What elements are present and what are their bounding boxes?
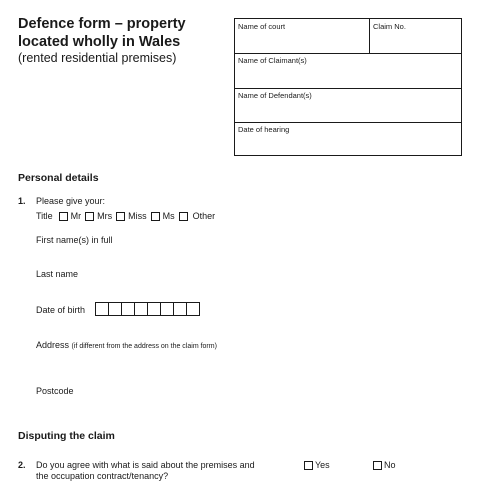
address-note: (if different from the address on the claim form)	[71, 343, 217, 350]
form-title-line-2: located wholly in Wales	[18, 34, 181, 50]
title-option-label: Mrs	[97, 211, 113, 221]
last-name-label: Last name	[36, 269, 79, 279]
checkbox[interactable]	[59, 212, 68, 221]
claimants-field[interactable]	[235, 53, 462, 88]
claim-no-field[interactable]	[370, 19, 462, 53]
form-title-line-1: Defence form – property	[18, 16, 186, 32]
postcode-label: Postcode	[36, 386, 74, 396]
title-option-label: Mr	[70, 211, 82, 221]
question-2-number: 2.	[18, 460, 26, 470]
title-option-mr[interactable]	[59, 211, 82, 221]
checkbox[interactable]	[85, 212, 94, 221]
question-2-line-1: Do you agree with what is said about the premises and	[36, 460, 255, 470]
court-info-box	[234, 18, 462, 156]
question-2-text	[36, 460, 255, 482]
claimants-label: Name of Claimant(s)	[238, 56, 307, 65]
first-names-label: First name(s) in full	[36, 235, 113, 245]
dob-boxes[interactable]	[96, 302, 200, 316]
dob-digit-box[interactable]	[173, 302, 187, 316]
no-checkbox[interactable]	[373, 461, 382, 470]
question-2-line-2: the occupation contract/tenancy?	[36, 471, 169, 481]
dob-digit-box[interactable]	[147, 302, 161, 316]
dob-digit-box[interactable]	[134, 302, 148, 316]
dob-digit-box[interactable]	[108, 302, 122, 316]
dob-label: Date of birth	[36, 305, 86, 315]
checkbox[interactable]	[116, 212, 125, 221]
dob-digit-box[interactable]	[160, 302, 174, 316]
title-option-ms[interactable]	[151, 211, 175, 221]
defendants-label: Name of Defendant(s)	[238, 91, 312, 100]
question-1-text: Please give your:	[36, 196, 106, 206]
title-option-mrs[interactable]	[85, 211, 112, 221]
question-1-number: 1.	[18, 196, 26, 206]
dob-digit-box[interactable]	[95, 302, 109, 316]
title-option-miss[interactable]	[116, 211, 147, 221]
q2-yes-option[interactable]	[304, 460, 330, 470]
disputing-heading: Disputing the claim	[18, 430, 115, 442]
hearing-date-label: Date of hearing	[238, 125, 290, 134]
defendants-field[interactable]	[235, 88, 462, 122]
form-subtitle: (rented residential premises)	[18, 51, 177, 65]
q2-no-option[interactable]	[373, 460, 396, 470]
yes-checkbox[interactable]	[304, 461, 313, 470]
title-option-other[interactable]	[179, 211, 216, 221]
yes-label: Yes	[315, 460, 330, 470]
address-label: Address	[36, 340, 70, 350]
checkbox[interactable]	[179, 212, 188, 221]
title-option-label: Ms	[162, 211, 175, 221]
title-option-label: Miss	[128, 211, 147, 221]
no-label: No	[384, 460, 396, 470]
address-label-row	[36, 340, 217, 350]
title-options-row	[36, 211, 219, 221]
title-label: Title	[36, 211, 53, 221]
name-of-court-field[interactable]	[235, 19, 369, 53]
dob-digit-box[interactable]	[186, 302, 200, 316]
dob-digit-box[interactable]	[121, 302, 135, 316]
hearing-date-field[interactable]	[235, 122, 462, 156]
form-title	[18, 15, 186, 51]
checkbox[interactable]	[151, 212, 160, 221]
title-option-label: Other	[192, 211, 216, 221]
name-of-court-label: Name of court	[238, 22, 286, 31]
claim-no-label: Claim No.	[373, 22, 406, 31]
personal-details-heading: Personal details	[18, 172, 99, 184]
